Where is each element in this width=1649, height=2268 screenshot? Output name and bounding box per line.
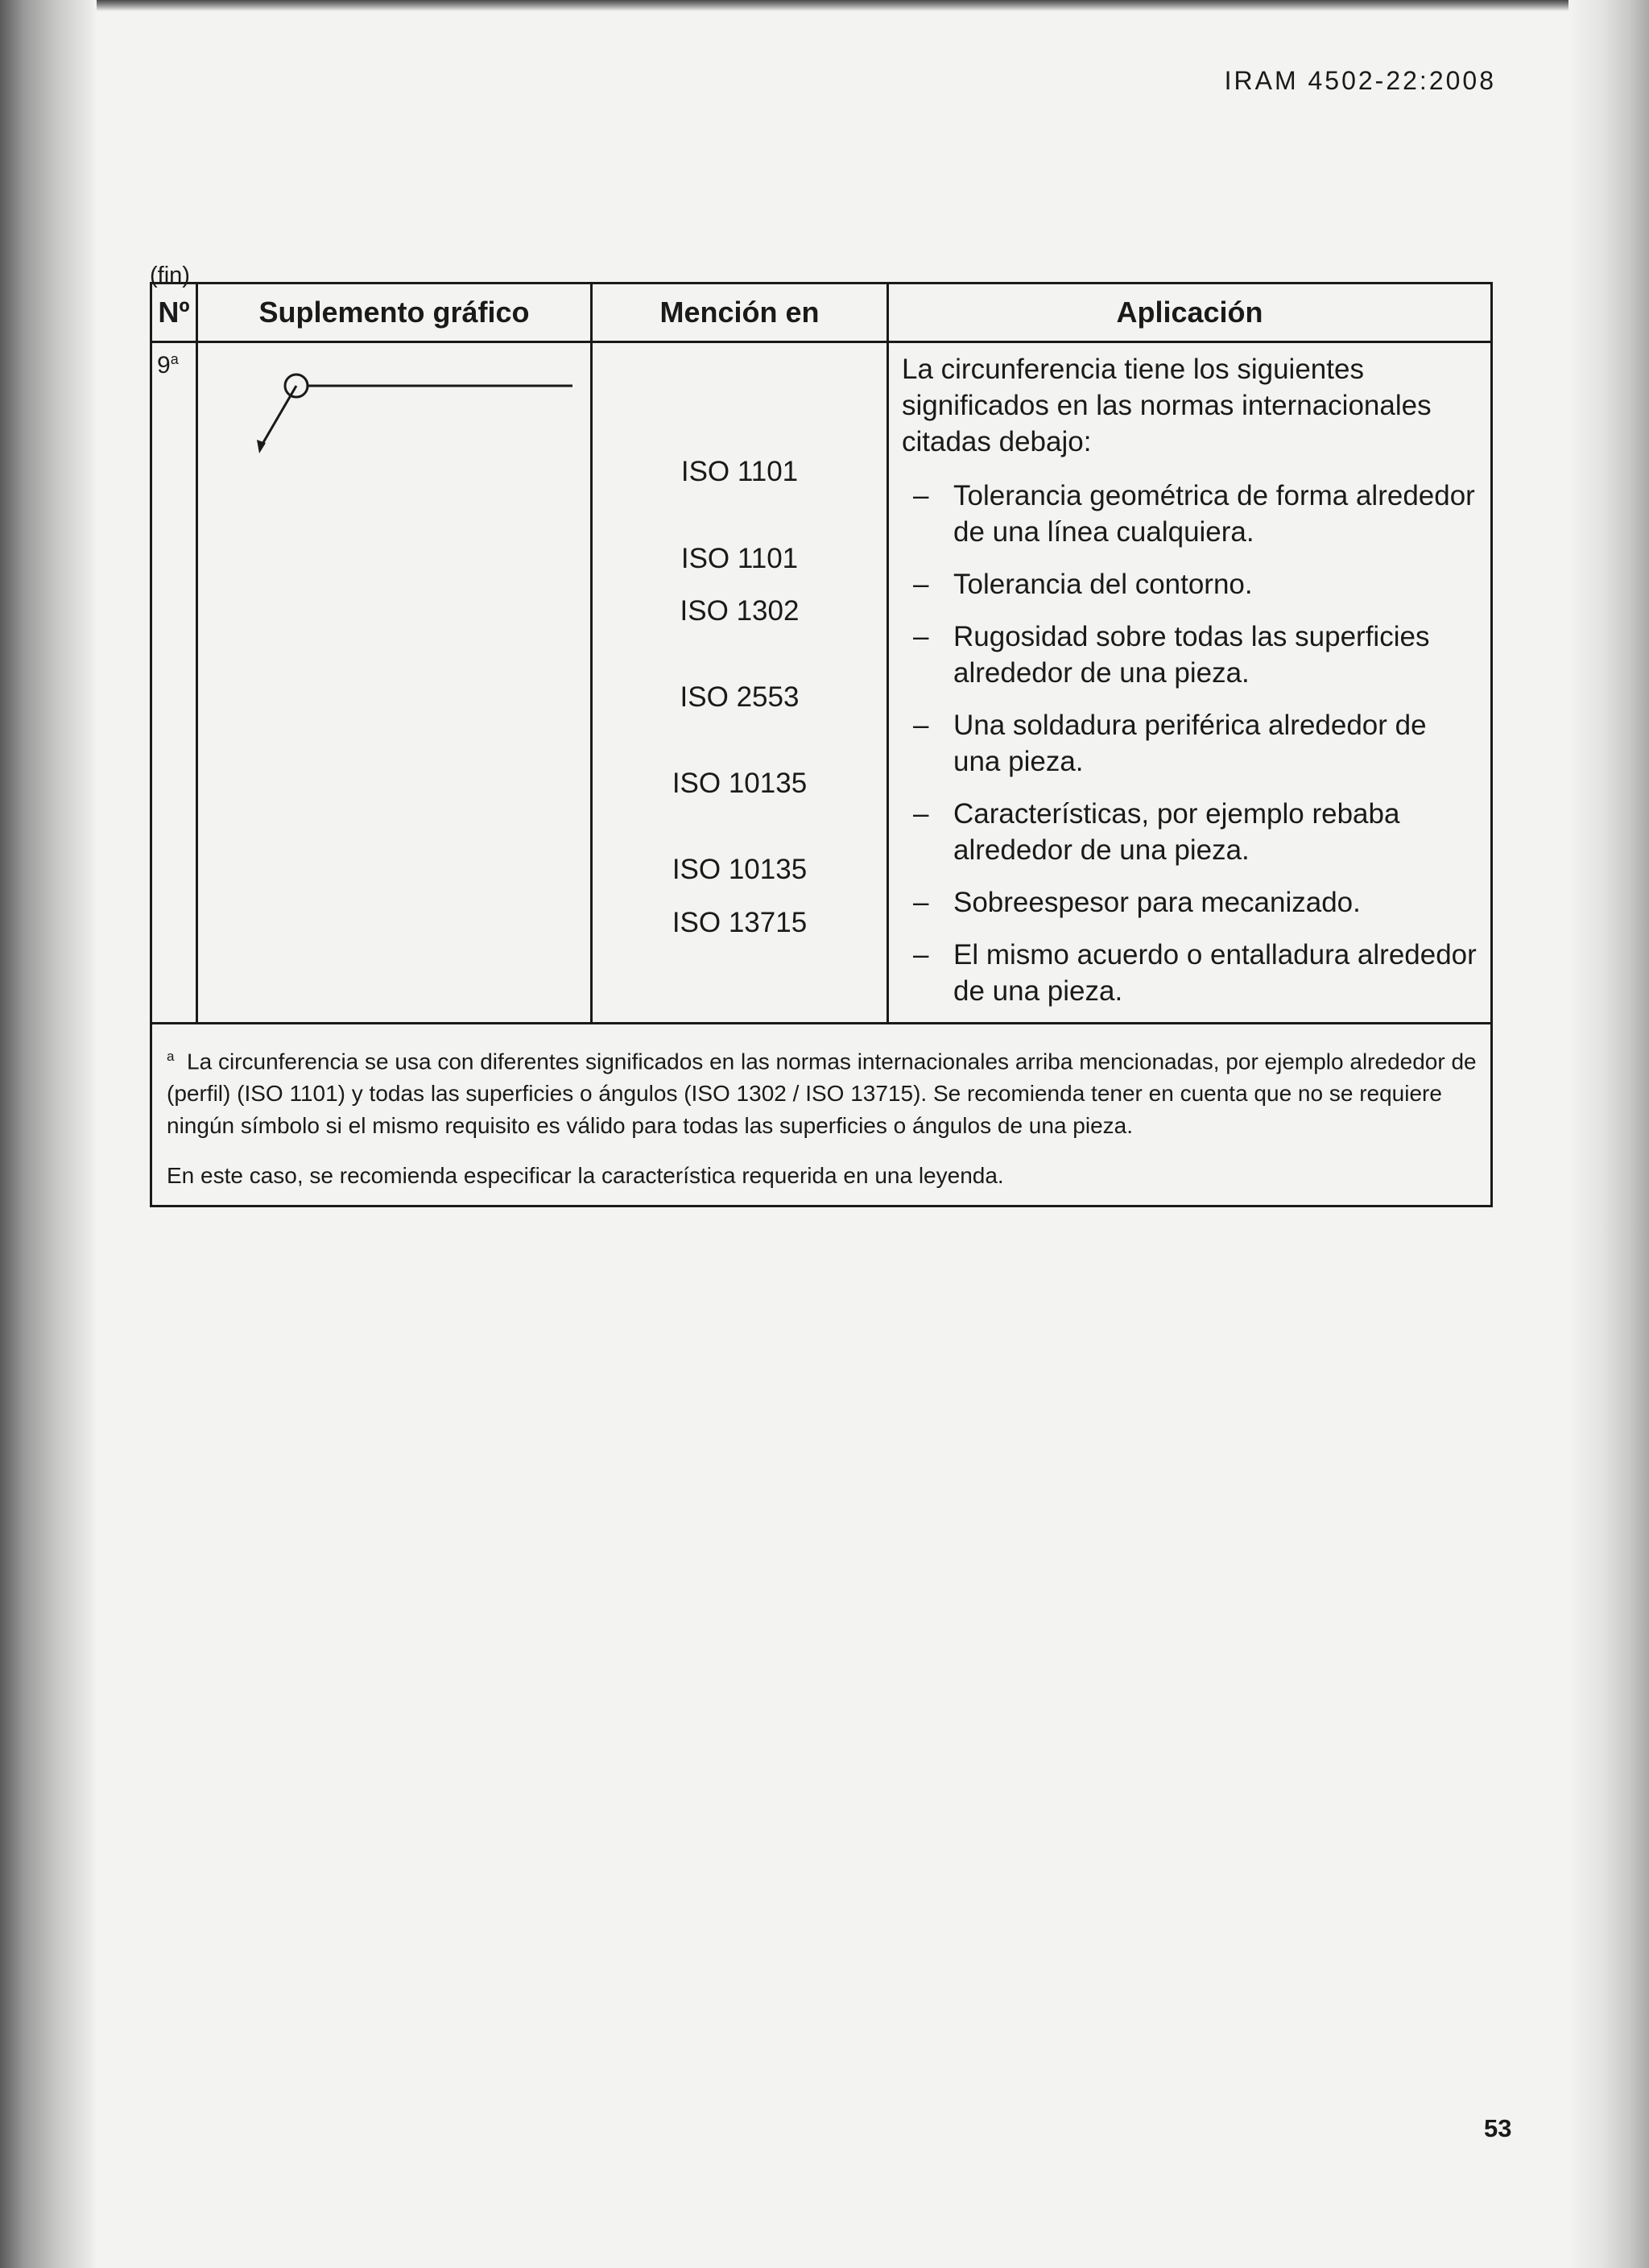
list-item bbox=[902, 884, 1477, 921]
list-item bbox=[902, 796, 1477, 868]
graphic-cell bbox=[197, 342, 592, 1024]
header-number: Nº bbox=[151, 284, 197, 342]
application-cell bbox=[888, 342, 1492, 1024]
page-number: 53 bbox=[1484, 2114, 1512, 2142]
application-text: Características, por ejemplo rebaba alrededor de una pieza. bbox=[953, 798, 1400, 866]
list-item bbox=[902, 566, 1477, 602]
list-item bbox=[902, 707, 1477, 780]
mention-iso-10135-a: ISO 10135 bbox=[672, 768, 808, 799]
list-dash: – bbox=[913, 710, 929, 741]
header-graphic-supplement: Suplemento gráfico bbox=[197, 284, 592, 342]
list-dash: – bbox=[913, 621, 929, 652]
application-text: Tolerancia geométrica de forma alrededor de una línea cualquiera. bbox=[953, 480, 1475, 548]
circle-around-symbol-icon bbox=[198, 343, 593, 456]
header-application: Aplicación bbox=[888, 284, 1492, 342]
row-number-cell bbox=[151, 342, 197, 1024]
application-text: Rugosidad sobre todas las superficies alrededor de una pieza. bbox=[953, 621, 1430, 689]
application-text: El mismo acuerdo o entalladura alrededor de una pieza. bbox=[953, 939, 1477, 1007]
scan-shadow-right bbox=[1568, 0, 1649, 2268]
document-code: IRAM 4502-22:2008 bbox=[1224, 66, 1496, 95]
scan-shadow-left bbox=[0, 0, 97, 2268]
mention-cell bbox=[592, 342, 888, 1024]
footnote-text: La circunferencia se usa con diferentes significados en las normas internacionales arriba mencionadas, por ejemplo alrededor de (perfil) (ISO 1101) y todas las superficies o ángulos (ISO 1302 / ISO 13715). Se recomienda tener en cuenta que no se requiere ningún símbolo si el mismo requisito es válido para todas las superficies o ángulos de una pieza. bbox=[167, 1049, 1477, 1139]
footnote-ref: a bbox=[170, 351, 179, 367]
mention-iso-1101-b: ISO 1101 bbox=[680, 543, 799, 574]
footnote-cell bbox=[151, 1024, 1492, 1206]
mention-iso-2553: ISO 2553 bbox=[680, 681, 800, 713]
symbol-table bbox=[150, 282, 1490, 1207]
list-dash: – bbox=[913, 887, 929, 918]
application-text: Una soldadura periférica alrededor de una pieza. bbox=[953, 710, 1427, 777]
mention-iso-1101-a: ISO 1101 bbox=[680, 456, 799, 487]
footnote-row bbox=[151, 1024, 1492, 1206]
mention-iso-10135-b: ISO 10135 bbox=[672, 854, 808, 885]
list-dash: – bbox=[913, 569, 929, 600]
footnote-paragraph: En este caso, se recomienda especificar la característica requerida en una leyenda. bbox=[167, 1163, 1004, 1189]
mention-iso-13715: ISO 13715 bbox=[672, 907, 808, 938]
row-number: 9 bbox=[157, 352, 171, 379]
application-text: Sobreespesor para mecanizado. bbox=[953, 887, 1361, 918]
list-dash: – bbox=[913, 798, 929, 830]
continuation-label: (fin) bbox=[150, 263, 190, 288]
list-item bbox=[902, 478, 1477, 550]
scan-shadow-top bbox=[0, 0, 1649, 11]
footnote-paragraph bbox=[167, 1041, 1479, 1142]
mention-iso-1302: ISO 1302 bbox=[680, 595, 800, 627]
list-dash: – bbox=[913, 939, 929, 971]
table-row bbox=[151, 342, 1492, 1024]
application-text: Tolerancia del contorno. bbox=[953, 569, 1253, 600]
list-item bbox=[902, 619, 1477, 691]
list-dash: – bbox=[913, 480, 929, 511]
header-mention: Mención en bbox=[592, 284, 888, 342]
list-item bbox=[902, 937, 1477, 1009]
application-intro: La circunferencia tiene los siguientes significados en las normas internacionales citadas debajo: bbox=[902, 354, 1432, 457]
footnote-marker: a bbox=[167, 1049, 175, 1064]
table-header-row bbox=[151, 284, 1492, 342]
